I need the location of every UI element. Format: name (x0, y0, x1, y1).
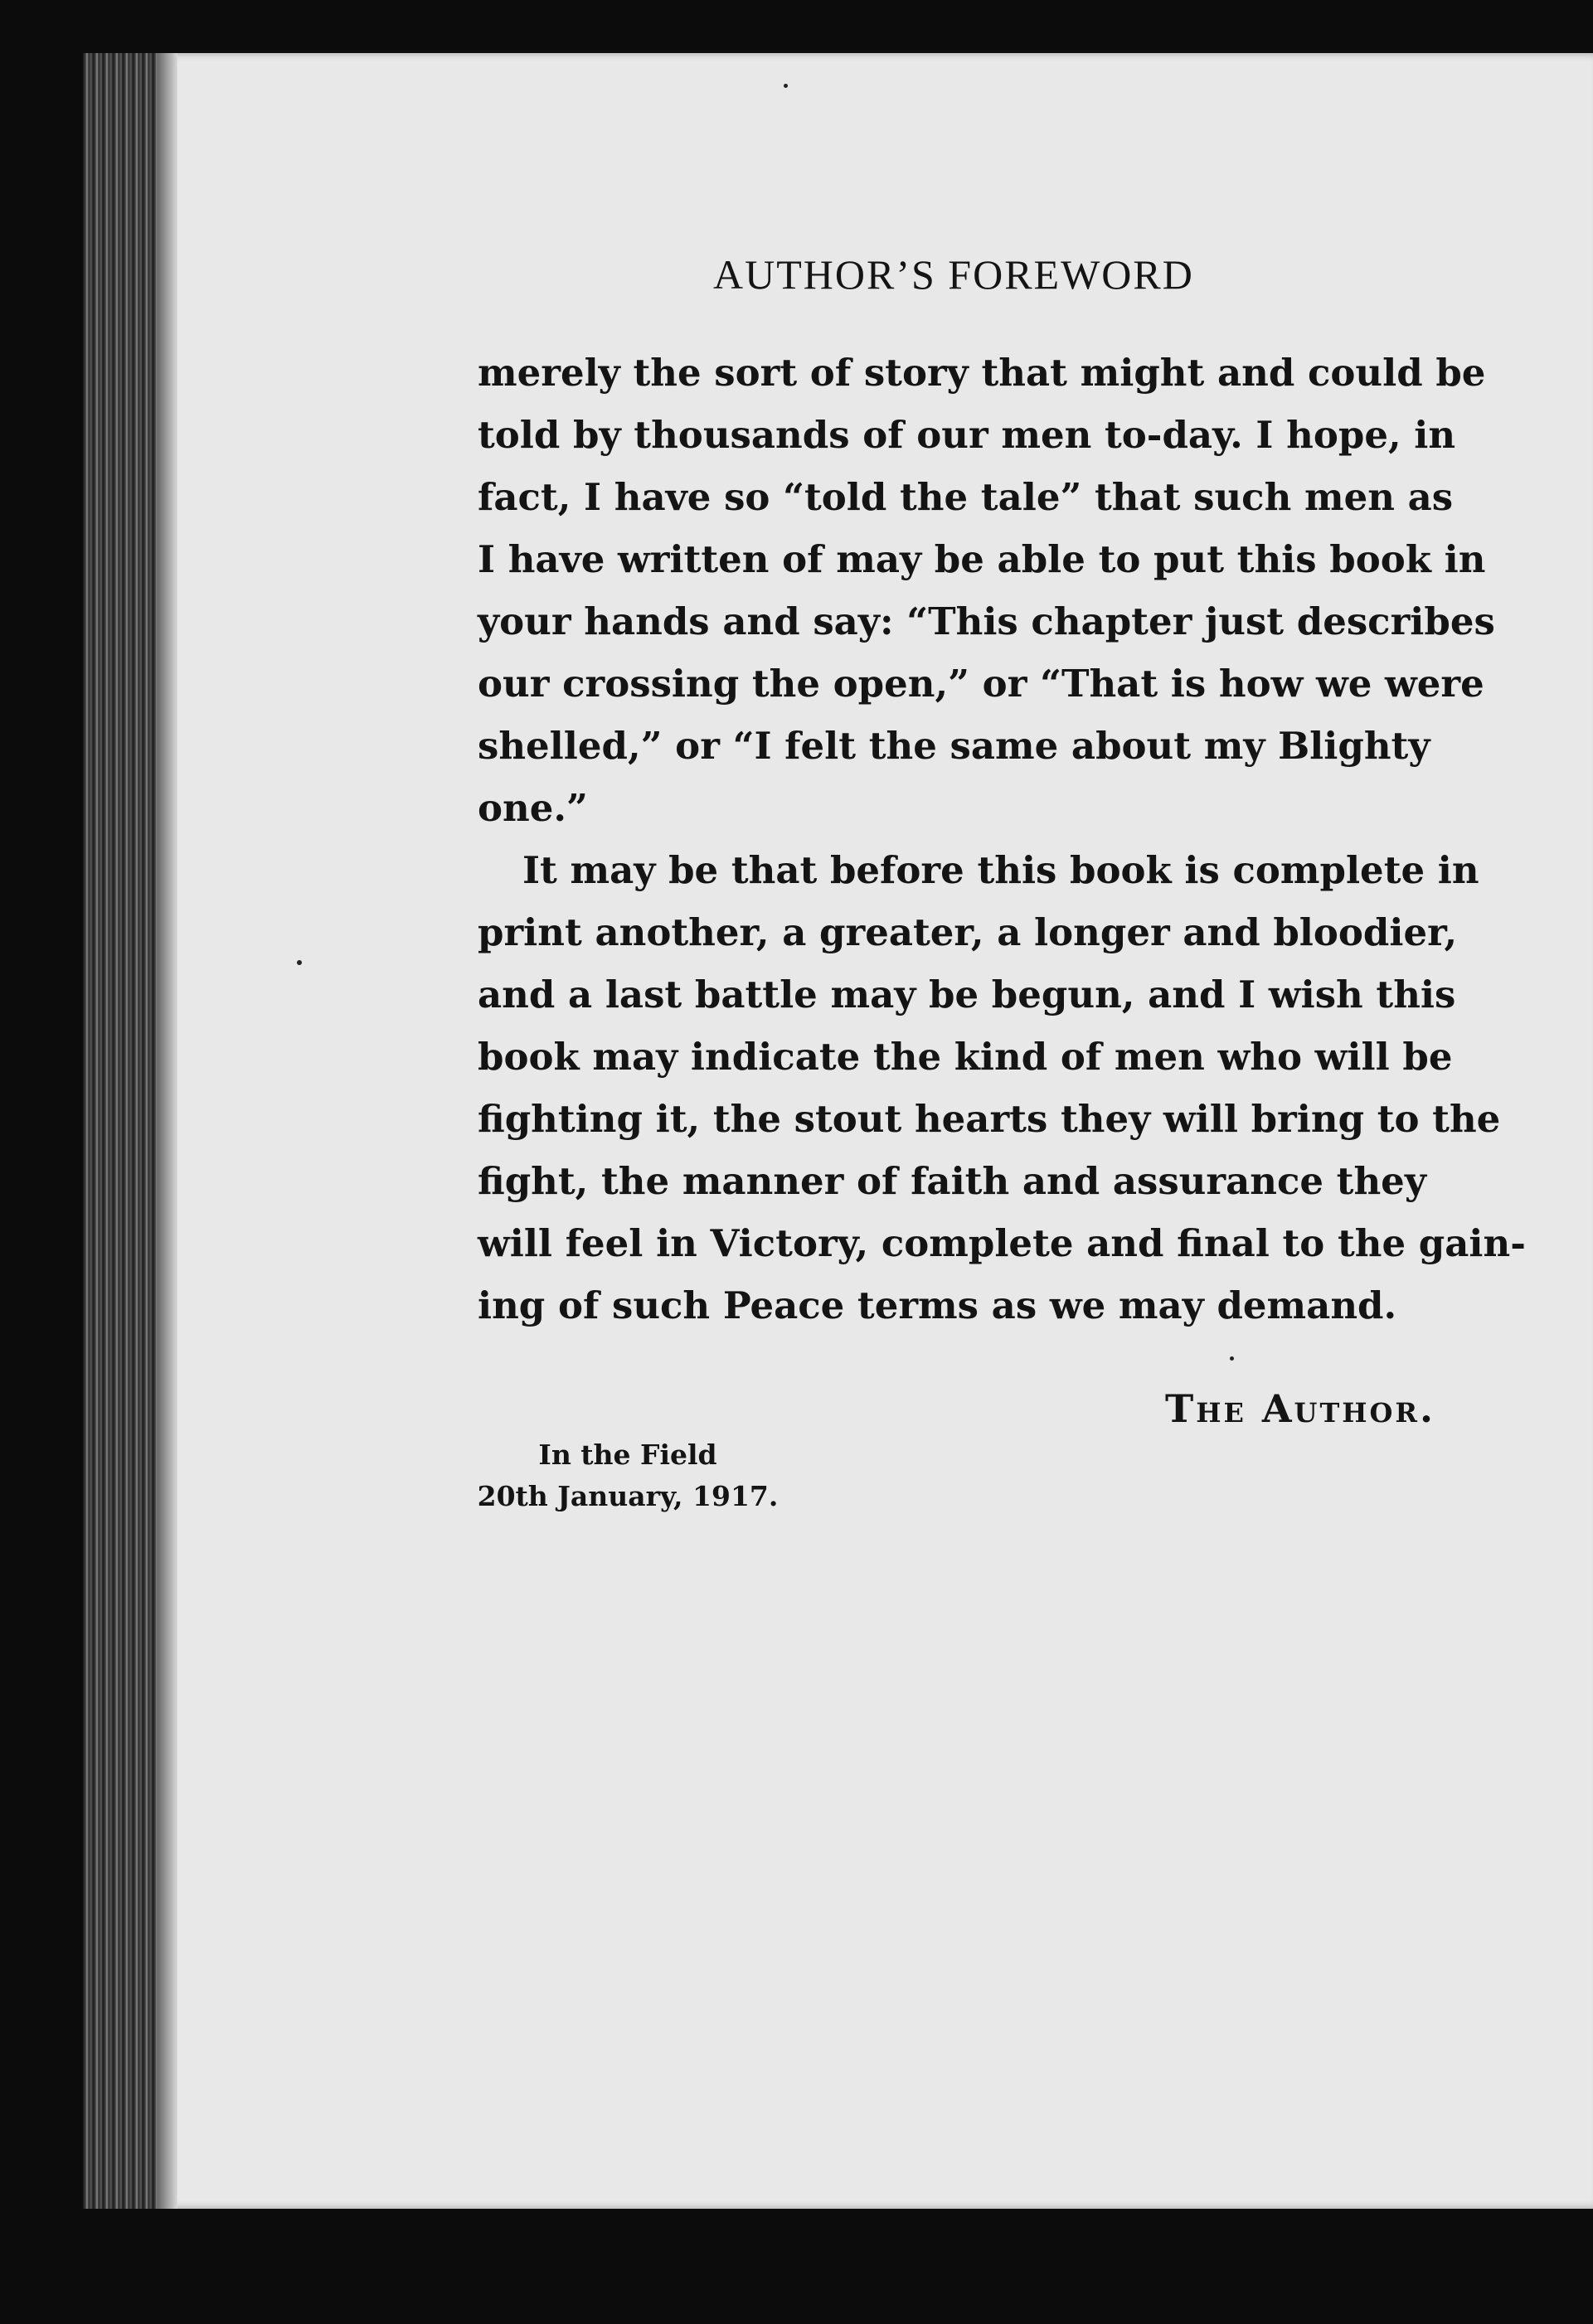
text-line: fighting it, the stout hearts they will bring to the (478, 1097, 1501, 1141)
text-line: I have written of may be able to put this book in (478, 537, 1486, 581)
text-line: fight, the manner of faith and assurance they (478, 1159, 1426, 1203)
scan-speck (1230, 1356, 1234, 1361)
paragraph-1 (478, 342, 1510, 839)
text-line: merely the sort of story that might and could be (478, 351, 1486, 395)
place-and-date (466, 1434, 789, 1517)
text-line: told by thousands of our men to-day. I hope, in (478, 413, 1456, 457)
text-line: one.” (478, 786, 588, 830)
text-line: ing of such Peace terms as we may demand. (478, 1283, 1397, 1327)
foreword-text (478, 342, 1526, 1337)
scan-speck (784, 84, 788, 88)
text-line: print another, a greater, a longer and bloodier, (478, 910, 1458, 954)
text-line: fact, I have so “told the tale” that such men as (478, 475, 1454, 519)
date-line: 20th January, 1917. (477, 1480, 779, 1512)
text-line: will feel in Victory, complete and final to the gain- (478, 1221, 1526, 1265)
text-line: your hands and say: “This chapter just describes (478, 599, 1495, 643)
text-line: and a last battle may be begun, and I wish this (478, 973, 1456, 1016)
paragraph-2 (478, 839, 1526, 1337)
place-line: In the Field (538, 1439, 717, 1471)
text-line: our crossing the open,” or “That is how we were (478, 662, 1484, 706)
running-head: AUTHOR’S FOREWORD (713, 251, 1194, 298)
text-line: shelled,” or “I felt the same about my Blighty (478, 724, 1430, 768)
text-line: book may indicate the kind of men who will be (478, 1035, 1453, 1079)
text-line: It may be that before this book is complete in (522, 848, 1479, 892)
scan-speck (297, 960, 302, 965)
author-signature: The Author. (1165, 1386, 1435, 1431)
scan-border (158, 2209, 1593, 2324)
